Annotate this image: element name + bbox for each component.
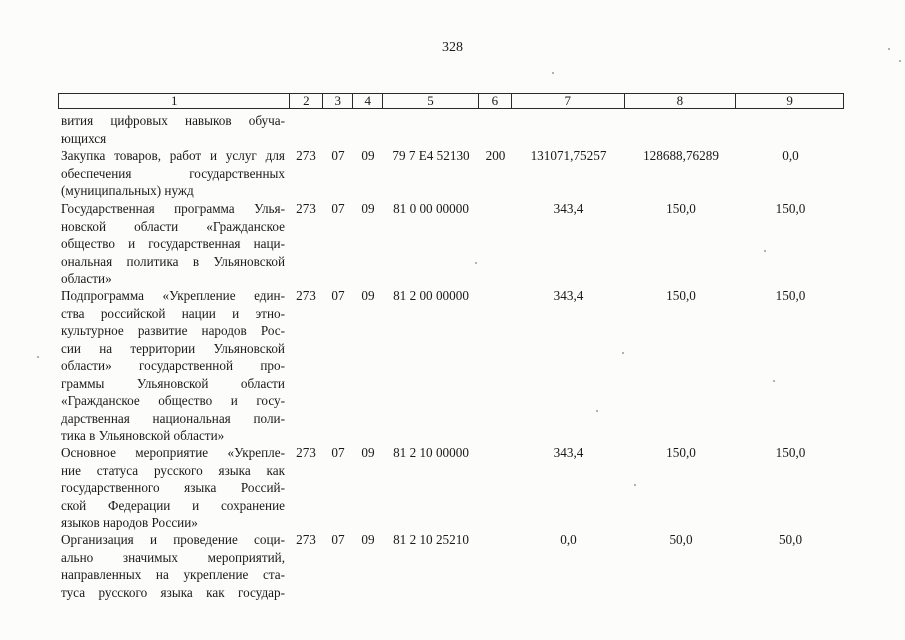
cell-col-7: 131071,75257 (530, 148, 607, 163)
description-line: вития цифровых навыков обуча- (61, 113, 285, 128)
cell-col-2: 273 (296, 532, 316, 547)
cell-col-8: 150,0 (666, 445, 696, 460)
cell-col-3: 07 (331, 445, 345, 460)
description-line: Подпрограмма «Укрепление един- (61, 288, 285, 303)
row-description (61, 147, 285, 200)
row-description (61, 444, 285, 532)
description-line: культурное развитие народов Рос- (61, 323, 285, 338)
cell-col-4: 09 (361, 288, 375, 303)
header-col-6: 6 (478, 94, 511, 108)
description-line: «Гражданское общество и госу- (61, 393, 285, 408)
cell-col-3: 07 (331, 201, 345, 216)
cell-col-5: 81 0 00 00000 (393, 201, 469, 216)
scan-speck (773, 380, 775, 382)
description-line: ние статуса русского языка как (61, 462, 285, 478)
cell-col-9: 150,0 (775, 201, 806, 216)
cell-col-3: 07 (331, 532, 345, 547)
description-line: граммы Ульяновской области (61, 375, 285, 391)
description-line: ющихся (61, 130, 107, 146)
cell-col-2: 273 (296, 201, 316, 216)
cell-col-3: 07 (331, 148, 345, 163)
page-number: 328 (442, 40, 463, 55)
scan-speck (37, 356, 39, 358)
scan-speck (888, 48, 890, 50)
cell-col-3: 07 (331, 288, 345, 303)
scan-speck (764, 250, 766, 252)
description-line: общество и государственная наци- (61, 236, 285, 251)
description-line: ства российской нации и этно- (61, 305, 285, 321)
description-line: направленных на укрепление ста- (61, 567, 285, 582)
scan-speck (596, 410, 598, 412)
description-line: тика в Ульяновской области» (61, 428, 225, 443)
description-line: ональная политика в Ульяновской (61, 253, 285, 269)
cell-col-8: 50,0 (669, 532, 693, 547)
header-col-2: 2 (289, 94, 322, 108)
scan-speck (899, 60, 901, 62)
cell-col-4: 09 (361, 532, 375, 547)
description-line: государственного языка Россий- (61, 480, 285, 495)
description-line: Закупка товаров, работ и услуг для (61, 148, 285, 163)
description-line: (муниципальных) нужд (61, 183, 194, 198)
cell-col-9: 50,0 (778, 532, 803, 547)
cell-col-2: 273 (296, 445, 316, 460)
description-line: области» государственной про- (61, 358, 285, 373)
scan-speck (634, 484, 636, 486)
scan-speck (552, 72, 554, 74)
description-line: Основное мероприятие «Укрепле- (61, 445, 285, 460)
cell-col-5: 79 7 E4 52130 (392, 148, 470, 163)
cell-col-4: 09 (361, 148, 375, 163)
cell-col-8: 150,0 (666, 288, 696, 303)
header-col-5: 5 (382, 94, 478, 108)
cell-col-7: 0,0 (560, 532, 577, 547)
description-line: туса русского языка как государ- (61, 584, 285, 600)
row-description (61, 112, 285, 147)
cell-col-9: 0,0 (782, 148, 799, 163)
cell-col-7: 343,4 (553, 288, 584, 303)
header-col-3: 3 (322, 94, 352, 108)
cell-col-7: 343,4 (553, 445, 584, 460)
header-col-9: 9 (735, 94, 843, 108)
description-line: области» (61, 271, 112, 286)
row-description (61, 531, 285, 601)
row-description (61, 287, 285, 445)
description-line: Государственная программа Улья- (61, 201, 285, 216)
cell-col-8: 150,0 (666, 201, 696, 216)
description-line: Организация и проведение соци- (61, 532, 285, 547)
scan-speck (622, 352, 624, 354)
header-col-1: 1 (170, 93, 178, 108)
cell-col-2: 273 (296, 148, 316, 163)
cell-col-7: 343,4 (553, 201, 584, 216)
description-line: языков народов России» (61, 515, 198, 530)
description-line: ской Федерации и сохранение (61, 497, 285, 513)
cell-col-9: 150,0 (775, 445, 806, 460)
cell-col-8: 128688,76289 (643, 148, 719, 163)
description-line: дарственная национальная поли- (61, 410, 285, 426)
table-header (58, 93, 844, 109)
description-line: новской области «Гражданское (61, 218, 285, 234)
cell-col-2: 273 (296, 288, 316, 303)
row-description (61, 200, 285, 288)
cell-col-4: 09 (361, 201, 375, 216)
description-line: ально значимых мероприятий, (61, 549, 285, 565)
header-col-4: 4 (352, 94, 382, 108)
cell-col-5: 81 2 00 00000 (393, 288, 469, 303)
cell-col-6: 200 (485, 148, 506, 163)
cell-col-5: 81 2 10 00000 (393, 445, 469, 460)
header-col-7: 7 (511, 94, 624, 108)
description-line: сии на территории Ульяновской (61, 340, 285, 356)
header-col-8: 8 (624, 94, 736, 108)
cell-col-9: 150,0 (775, 288, 806, 303)
cell-col-4: 09 (361, 445, 375, 460)
scan-speck (475, 262, 477, 264)
cell-col-5: 81 2 10 25210 (393, 532, 469, 547)
description-line: обеспечения государственных (61, 165, 285, 181)
